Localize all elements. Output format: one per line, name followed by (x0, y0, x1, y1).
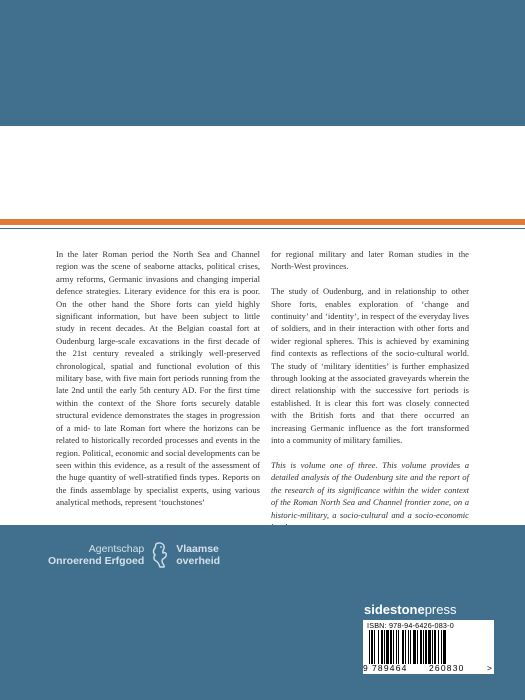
barcode-bar (390, 630, 392, 664)
barcode-icon (369, 630, 485, 664)
barcode-bar (428, 630, 431, 664)
barcode-bar (410, 630, 411, 664)
flemish-line-2: overheid (176, 555, 221, 567)
top-color-band (0, 0, 525, 126)
barcode-bar (371, 630, 373, 664)
agency-name (48, 543, 144, 567)
barcode-bar (378, 630, 379, 664)
barcode-bar (398, 630, 399, 664)
barcode-bar (369, 630, 370, 664)
right-paragraph-2: The study of Oudenburg, and in relationship to other Shore forts, enables exploration of ‘change and continuity’ and ‘identity’, in respect of the everyday lives of soldiers, and in their interaction with other forts and wider regional spheres. This is achieved by examining find contexts as reflections of the socio-cultural world. The study of ‘military identities’ is further emphasized through looking at the associated graveyards wherein the direct relationship with the successive fort periods is established. It is clear this fort was closely connected with the British forts and that there occurred an increasing Germanic influence as the fort transformed into a community of military families. (271, 286, 469, 446)
agency-line-1: Agentschap (88, 543, 145, 555)
barcode-bar (434, 630, 436, 664)
barcode-bar (374, 630, 375, 664)
barcode-panel (363, 620, 494, 674)
orange-divider (0, 219, 525, 225)
barcode-bar (425, 630, 427, 664)
flemish-line-1: Vlaamse (176, 543, 219, 555)
barcode-group-1: 789464 (372, 663, 408, 673)
publisher-name-regular: press (424, 602, 457, 617)
barcode-bar (432, 630, 433, 664)
barcode-bar (441, 630, 442, 664)
barcode-bar (417, 630, 418, 664)
volume-note: This is volume one of three. This volume provides a detailed analysis of the Oudenburg site and the report of the research of its significance within the wider context of the Roman North Sea and Channel frontier zone, on a historic-military, a socio-cultural and a socio-economic (271, 459, 469, 520)
barcode-bar (405, 630, 406, 664)
barcode-bar (443, 630, 446, 664)
barcode-bar (413, 630, 416, 664)
right-paragraph-1: for regional military and later Roman studies in the North-West provinces. (271, 249, 469, 272)
barcode-lead-digit: 9 (363, 663, 368, 673)
barcode-bar (381, 630, 383, 664)
blue-divider (0, 228, 525, 229)
barcode-bar (396, 630, 397, 664)
barcode-end-mark: > (487, 663, 492, 673)
barcode-bar (384, 630, 385, 664)
barcode-bar (393, 630, 394, 664)
agency-line-2: Onroerend Erfgoed (48, 555, 145, 567)
barcode-bar (402, 630, 404, 664)
publisher-name-bold: sidestone (364, 602, 425, 617)
right-text-column (271, 248, 469, 546)
left-paragraph-1: In the later Roman period the North Sea and Channel region was the scene of seaborne attacks, political crises, army reforms, Germanic invasions and changing imperial defence strategies. Literary evidence for this era is poor. On the other hand the Shore forts can yield highly significant information, but have been subject to little study in recent decades. At the Belgian coastal fort at Oudenburg large-scale excavations in the first decade of the 21st century revealed a strikingly well-preserved chronological, spatial and functional evolution of this military base, with five main fort periods running from the late 2nd until the early 5th century AD. For the first time within the context of the Shore forts securely datable structural evidence demonstrates the stages in progression of a mid- to late Roman fort where the horizons can be related to historically recorded processes and events in the region. Political, economic and social developments can be seen within this evidence, as a result of the assessment of the huge quantity of well-stratified finds types. Reports on the finds assemblage by specialist experts, using various analytical methods, represent ‘touchstones’ (56, 249, 260, 508)
barcode-group-2: 260830 (429, 663, 465, 673)
barcode-bar (420, 630, 422, 664)
barcode-bar (423, 630, 424, 664)
flemish-government (176, 543, 220, 567)
barcode-bar (438, 630, 439, 664)
left-text-column (56, 248, 260, 521)
barcode-bar (386, 630, 389, 664)
publisher-logo (364, 602, 456, 617)
flemish-lion-icon (150, 541, 170, 569)
isbn-label: ISBN: 978-94-6426-083-0 (367, 621, 454, 630)
barcode-bar (408, 630, 409, 664)
agency-logo (48, 540, 220, 570)
